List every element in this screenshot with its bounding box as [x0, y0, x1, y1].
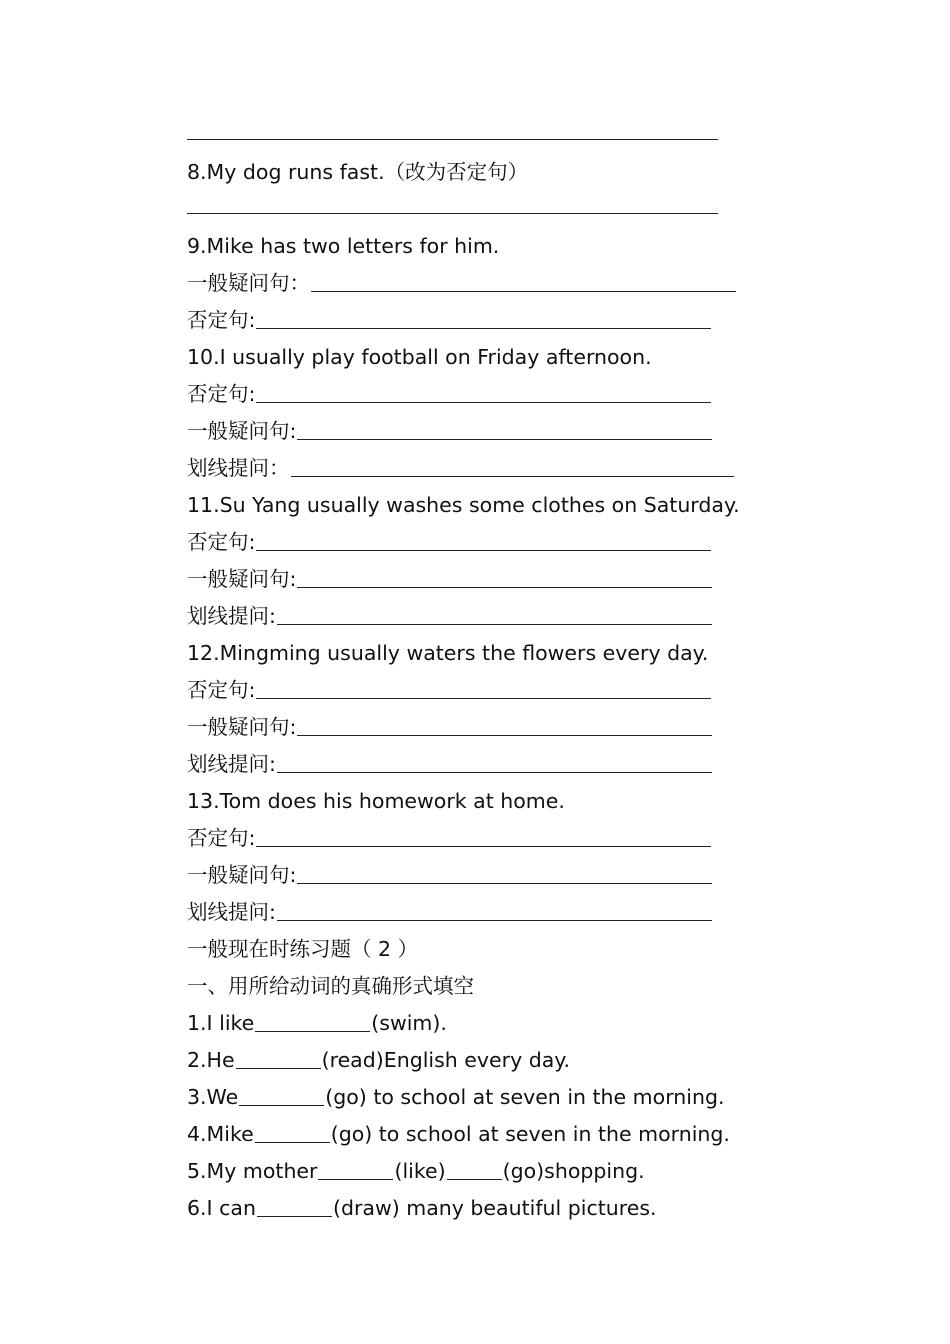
question-line [187, 1079, 767, 1116]
answer-label: 划线提问: [187, 752, 276, 776]
answer-blank[interactable] [277, 902, 712, 921]
fill-blank[interactable] [255, 1013, 370, 1032]
question-line [187, 635, 767, 672]
question-line [187, 931, 767, 968]
question-text: 一般现在时练习题（ 2 ） [187, 937, 419, 961]
question-text: 12.Mingming usually waters the flowers every day. [187, 641, 709, 665]
question-text: 8.My dog runs fast.（改为否定句） [187, 160, 529, 184]
question-text: 4.Mike [187, 1122, 254, 1146]
question-text: 2.He [187, 1048, 235, 1072]
answer-blank[interactable] [311, 273, 736, 292]
answer-blank[interactable] [256, 310, 711, 329]
answer-label: 一般疑问句： [187, 271, 310, 295]
question-line [187, 1005, 767, 1042]
question-line [187, 1153, 767, 1190]
answer-label: 否定句: [187, 382, 256, 406]
answer-row [187, 302, 767, 339]
answer-label: 否定句: [187, 530, 256, 554]
answer-row [187, 598, 767, 635]
answer-label: 划线提问: [187, 900, 276, 924]
question-text: 3.We [187, 1085, 239, 1109]
answer-label: 一般疑问句: [187, 419, 297, 443]
fill-blank[interactable] [236, 1050, 321, 1069]
answer-label: 否定句: [187, 826, 256, 850]
answer-row [187, 672, 767, 709]
answer-blank[interactable] [277, 606, 712, 625]
answer-row [187, 265, 767, 302]
answer-row [187, 894, 767, 931]
question-text: (like) [394, 1159, 446, 1183]
fill-blank[interactable] [239, 1087, 324, 1106]
question-text: 10.I usually play football on Friday afternoon. [187, 345, 652, 369]
question-text: 9.Mike has two letters for him. [187, 234, 500, 258]
answer-label: 一般疑问句: [187, 567, 297, 591]
question-line [187, 487, 767, 524]
answer-rule[interactable] [187, 193, 718, 214]
answer-blank[interactable] [256, 384, 711, 403]
answer-label: 否定句: [187, 308, 256, 332]
answer-blank[interactable] [277, 754, 712, 773]
fill-blank[interactable] [318, 1161, 393, 1180]
question-text: 1.I like [187, 1011, 255, 1035]
answer-blank[interactable] [256, 680, 711, 699]
answer-blank[interactable] [291, 458, 734, 477]
answer-line[interactable] [187, 191, 767, 228]
question-text: 5.My mother [187, 1159, 318, 1183]
answer-row [187, 820, 767, 857]
question-line [187, 339, 767, 376]
answer-row [187, 376, 767, 413]
fill-blank[interactable] [255, 1124, 330, 1143]
answer-line[interactable] [187, 117, 767, 154]
question-line [187, 968, 767, 1005]
question-line [187, 1116, 767, 1153]
answer-row [187, 857, 767, 894]
answer-row [187, 524, 767, 561]
answer-label: 划线提问: [187, 604, 276, 628]
answer-row [187, 746, 767, 783]
question-text: 一、用所给动词的真确形式填空 [187, 974, 474, 998]
fill-blank[interactable] [447, 1161, 502, 1180]
question-line [187, 154, 767, 191]
answer-blank[interactable] [297, 421, 712, 440]
question-text: (go) to school at seven in the morning. [330, 1122, 730, 1146]
question-line [187, 783, 767, 820]
answer-blank[interactable] [256, 828, 711, 847]
question-text: (swim). [371, 1011, 447, 1035]
question-line [187, 228, 767, 265]
question-text: (go) to school at seven in the morning. [325, 1085, 725, 1109]
question-text: 13.Tom does his homework at home. [187, 789, 565, 813]
answer-label: 划线提问： [187, 456, 290, 480]
answer-row [187, 413, 767, 450]
answer-blank[interactable] [256, 532, 711, 551]
question-line [187, 1190, 767, 1227]
question-text: (draw) many beautiful pictures. [332, 1196, 657, 1220]
answer-label: 否定句: [187, 678, 256, 702]
answer-rule[interactable] [187, 119, 718, 140]
answer-blank[interactable] [297, 717, 712, 736]
answer-row [187, 450, 767, 487]
answer-label: 一般疑问句: [187, 863, 297, 887]
question-text: (go)shopping. [502, 1159, 645, 1183]
question-text: 11.Su Yang usually washes some clothes on Saturday. [187, 493, 740, 517]
answer-row [187, 561, 767, 598]
question-text: 6.I can [187, 1196, 256, 1220]
fill-blank[interactable] [257, 1198, 332, 1217]
answer-label: 一般疑问句: [187, 715, 297, 739]
answer-blank[interactable] [297, 865, 712, 884]
answer-row [187, 709, 767, 746]
worksheet-page [187, 117, 767, 1227]
question-text: (read)English every day. [321, 1048, 571, 1072]
answer-blank[interactable] [297, 569, 712, 588]
question-line [187, 1042, 767, 1079]
